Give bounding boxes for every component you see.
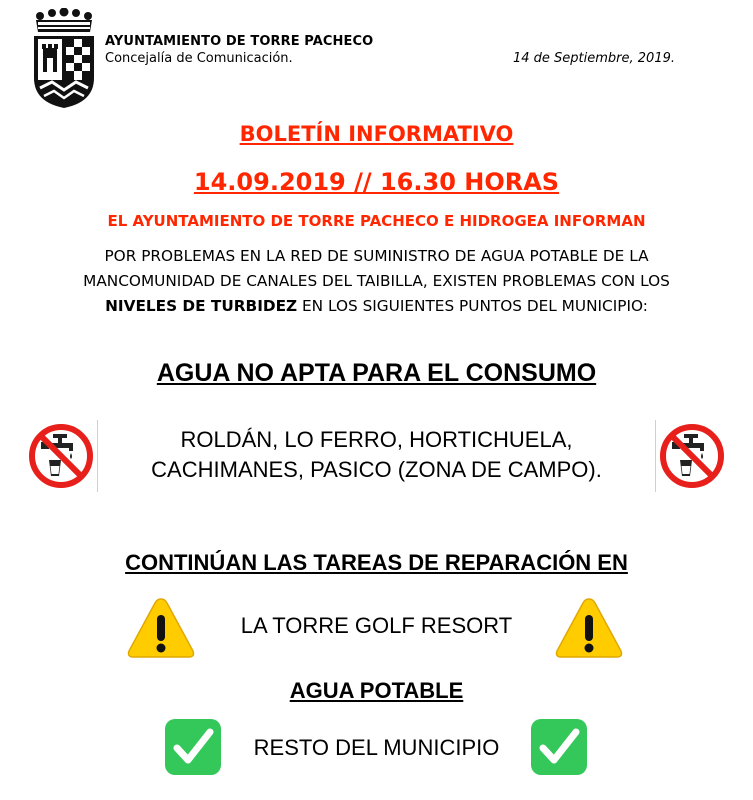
warning-icon [125,595,197,661]
warning-icon [553,595,625,661]
affected-areas-line-2: CACHIMANES, PASICO (ZONA DE CAMPO). [151,457,602,482]
repair-location: LA TORRE GOLF RESORT [240,613,513,638]
potable-area: RESTO DEL MUNICIPIO [253,735,500,760]
intro-text-part2: EN LOS SIGUIENTES PUNTOS DEL MUNICIPIO: [297,297,648,315]
no-drinking-water-icon [655,420,726,492]
department-name: Concejalía de Comunicación. [105,51,293,66]
intro-paragraph [60,244,693,319]
document-date: 14 de Septiembre, 2019. [512,51,675,66]
intro-text-part1: POR PROBLEMAS EN LA RED DE SUMINISTRO DE AGUA POTABLE DE LA MANCOMUNIDAD DE CANALES DEL TAIBILLA, EXISTEN PROBLEMAS CON LOS [83,247,670,290]
bulletin-datetime: 14.09.2019 // 16.30 HORAS [193,168,560,196]
no-drinking-water-icon [27,420,98,492]
affected-areas-line-1: ROLDÁN, LO FERRO, HORTICHUELA, [180,427,573,452]
bulletin-title: BOLETÍN INFORMATIVO [239,122,514,146]
coat-of-arms-icon [28,8,100,110]
repair-heading: CONTINÚAN LAS TAREAS DE REPARACIÓN EN [125,550,628,575]
not-fit-heading: AGUA NO APTA PARA EL CONSUMO [156,359,597,387]
bulletin-subtitle: EL AYUNTAMIENTO DE TORRE PACHECO E HIDROGEA INFORMAN [107,212,646,230]
potable-heading: AGUA POTABLE [289,678,464,703]
organization-name: AYUNTAMIENTO DE TORRE PACHECO [105,34,374,49]
check-mark-icon [529,717,589,777]
affected-areas [100,425,653,485]
intro-text-bold: NIVELES DE TURBIDEZ [105,297,298,315]
